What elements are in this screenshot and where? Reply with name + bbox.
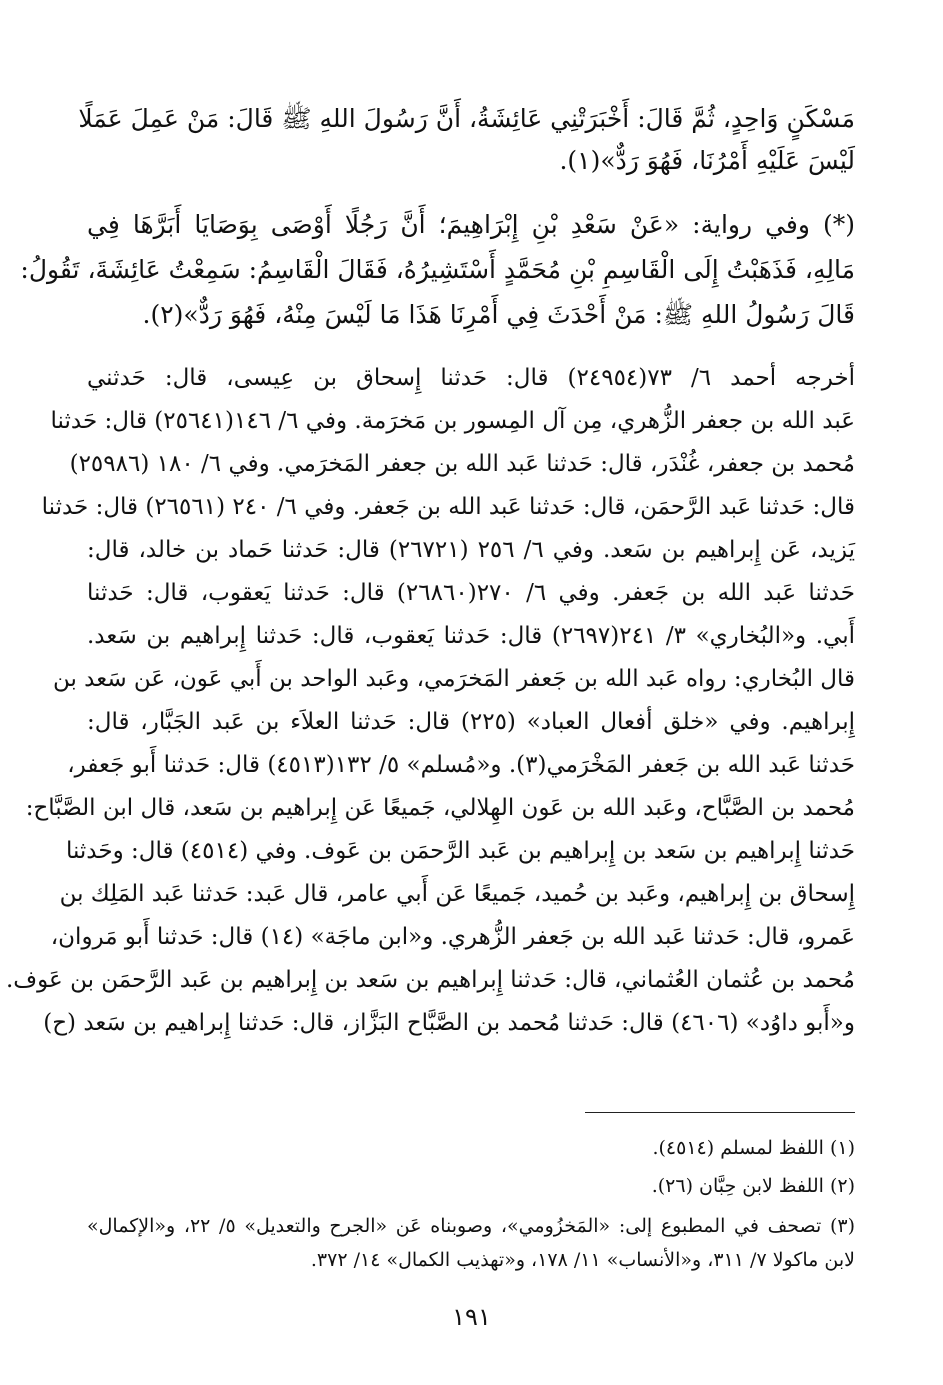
takhrij-line: إِسحاق بن إِبراهيم، وعَبد بن حُميد، جَميعًا عَن أَبي عامر، قال عَبد: حَدثنا عَبد المَلِك بن bbox=[59, 881, 855, 907]
hadith-line: قَالَ رَسُولُ اللهِ ﷺ: مَنْ أَحْدَثَ فِي أَمْرِنَا هَذَا مَا لَيْسَ مِنْهُ، فَهُوَ رَدٌّ»(٢). bbox=[142, 300, 855, 329]
takhrij-line: إِبراهيم. وفي «خلق أفعال العباد» (٢٢٥) قال: حَدثنا العلاَء بن عَبد الجَبَّار، قال: bbox=[87, 709, 855, 735]
footnote-item: (٣) تصحف في المطبوع إلى: «المَخزُومي»، وصوبناه عَن «الجرح والتعديل» ٥/ ٢٢، و«الإكمال» bbox=[87, 1215, 856, 1237]
takhrij-line: عَمرو، قال: حَدثنا عَبد الله بن جَعفر الزُّهري. و«ابن ماجَة» (١٤) قال: حَدثنا أَبو مَروان، bbox=[50, 924, 855, 950]
takhrij-line: مُحمد بن عُثمان العُثماني، قال: حَدثنا إِبراهيم بن سَعد بن إِبراهيم بن عَبد الرَّحمَن بن عَوف. bbox=[6, 967, 855, 993]
takhrij-line: مُحمد بن جعفر، غُنْدَر، قال: حَدثنا عَبد الله بن جعفر المَخرَمي. وفي ٦/ ١٨٠ (٢٥٩٨٦) bbox=[69, 451, 855, 477]
hadith-line: لَيْسَ عَلَيْهِ أَمْرُنَا، فَهُوَ رَدٌّ»(١). bbox=[559, 146, 855, 175]
takhrij-line: أَبي. و«البُخاري» ٣/ ٢٤١(٢٦٩٧) قال: حَدثنا يَعقوب، قال: حَدثنا إِبراهيم بن سَعد. bbox=[87, 623, 856, 649]
takhrij-line: حَدثنا عَبد الله بن جَعفر المَخْرَمي(٣). و«مُسلم» ٥/ ١٣٢(٤٥١٣) قال: حَدثنا أَبو جَعفر، bbox=[67, 752, 855, 778]
takhrij-line: قال البُخاري: رواه عَبد الله بن جَعفر المَخرَمي، وعَبد الواحد بن أَبي عَون، عَن سَعد بن bbox=[52, 666, 855, 692]
takhrij-line: و«أَبو داوُد» (٤٦٠٦) قال: حَدثنا مُحمد بن الصَّبَّاح البَزَّاز، قال: حَدثنا إِبراهيم بن سَعد (ح) bbox=[43, 1010, 855, 1036]
footnote-continuation: لابن ماكولا ٧/ ٣١١، و«الأنساب» ١١/ ١٧٨، و«تهذيب الكمال» ١٤/ ٣٧٢. bbox=[310, 1249, 855, 1271]
takhrij-line: حَدثنا إِبراهيم بن سَعد بن إِبراهيم بن عَبد الرَّحمَن بن عَوف. وفي (٤٥١٤) قال: وحَدثنا bbox=[65, 838, 855, 864]
page-number: ١٩١ bbox=[452, 1303, 491, 1331]
hadith-line: (*) وفي رواية: «عَنْ سَعْدِ بْنِ إِبْرَاهِيمَ؛ أَنَّ رَجُلًا أَوْصَى بِوَصَايَا أَبَرَّهَا فِي bbox=[87, 210, 855, 239]
takhrij-line: مُحمد بن الصَّبَّاح، وعَبد الله بن عَون الهِلالي، جَميعًا عَن إِبراهيم بن سَعد، قال ابن الصَّبَّاح: bbox=[25, 795, 855, 821]
takhrij-line: أخرجه أحمد ٦/ ٧٣(٢٤٩٥٤) قال: حَدثنا إِسحاق بن عِيسى، قال: حَدثني bbox=[87, 365, 855, 391]
takhrij-line: يَزيد، عَن إِبراهيم بن سَعد. وفي ٦/ ٢٥٦ (٢٦٧٢١) قال: حَدثنا حَماد بن خالد، قال: bbox=[87, 537, 855, 563]
takhrij-line: حَدثنا عَبد الله بن جَعفر. وفي ٦/ ٢٧٠(٢٦٨٦٠) قال: حَدثنا يَعقوب، قال: حَدثنا bbox=[87, 580, 856, 606]
footnote-item: (١) اللفظ لمسلم (٤٥١٤). bbox=[652, 1137, 855, 1159]
takhrij-line: عَبد الله بن جعفر الزُّهري، مِن آل المِسور بن مَخرَمة. وفي ٦/ ١٤٦(٢٥٦٤١) قال: حَدثنا bbox=[50, 408, 855, 434]
footnote-item: (٢) اللفظ لابن حِبَّان (٢٦). bbox=[651, 1175, 855, 1197]
hadith-line: مَالِهِ، فَذَهَبْتُ إِلَى الْقَاسِمِ بْنِ مُحَمَّدٍ أَسْتَشِيرُهُ، فَقَالَ الْقَاسِمُ: سَمِعْتُ عَائِشَةَ، تَقُولُ: bbox=[20, 255, 855, 284]
takhrij-line: قال: حَدثنا عَبد الرَّحمَن، قال: حَدثنا عَبد الله بن جَعفر. وفي ٦/ ٢٤٠ (٢٦٥٦١) قال: حَدثنا bbox=[41, 494, 855, 520]
hadith-line: مَسْكَنٍ وَاحِدٍ، ثُمَّ قَالَ: أَخْبَرَتْنِي عَائِشَةُ، أَنَّ رَسُولَ اللهِ ﷺ قَالَ: مَنْ عَمِلَ عَمَلًا bbox=[78, 104, 855, 133]
footnote-divider bbox=[585, 1112, 855, 1113]
